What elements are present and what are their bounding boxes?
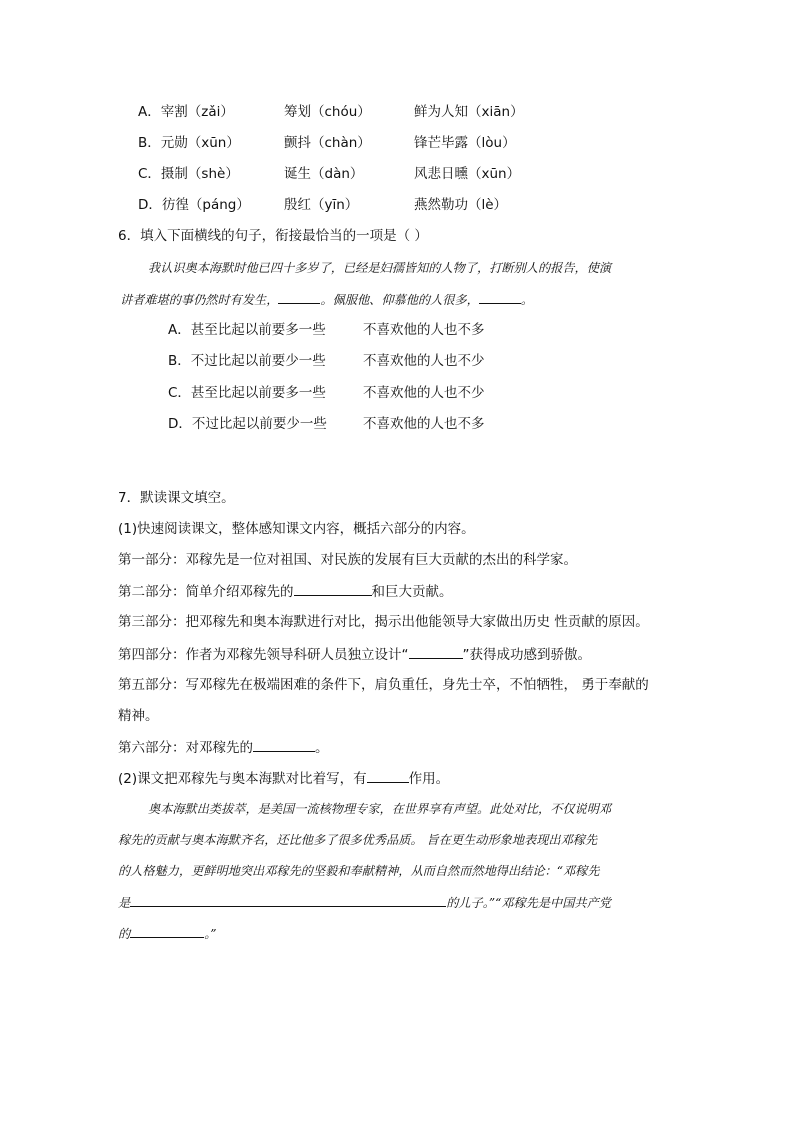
q6-choice-b-part2: 不喜欢他的人也不少 [363, 353, 485, 369]
q7-part6-text-a: 第六部分：对邓稼先的 [118, 740, 253, 756]
q7-sub1: (1)快速阅读课文，整体感知课文内容，概括六部分的内容。 [118, 521, 475, 537]
q5-option-a-col1: A．宰割（zǎi） [138, 104, 234, 120]
q6-choice-a-part1: A．甚至比起以前要多一些 [168, 322, 326, 338]
q6-choice-c-part2: 不喜欢他的人也不少 [363, 385, 485, 401]
q6-blank-2 [479, 289, 521, 304]
q6-choice-a-part2: 不喜欢他的人也不多 [363, 322, 485, 338]
q5-option-c-col1: C．摄制（shè） [138, 166, 239, 182]
q6-choice-d-part1: D．不过比起以前要少一些 [168, 416, 327, 432]
q7-part4 [118, 644, 591, 665]
q7-answer-line1: 奥本海默出类拔萃，是美国一流核物理专家，在世界享有声望。此处对比，不仅说明邓 [148, 802, 612, 816]
q6-choice-d-part2: 不喜欢他的人也不多 [363, 416, 485, 432]
q6-stem: 6．填入下面横线的句子，衔接最恰当的一项是（ ） [118, 228, 428, 244]
q6-passage-text-c: 。 [520, 293, 534, 307]
q7-part5-cont: 精神。 [118, 708, 159, 724]
q7-part1: 第一部分：邓稼先是一位对祖国、对民族的发展有巨大贡献的杰出的科学家。 [118, 552, 577, 568]
q6-choice-b [168, 351, 485, 371]
q7-part4-text-b: ”获得成功感到骄傲。 [462, 647, 591, 663]
q6-choice-b-part1: B．不过比起以前要少一些 [168, 353, 326, 369]
q5-option-a-col2: 筹划（chóu） [284, 104, 371, 120]
q5-option-b-col2: 颤抖（chàn） [284, 135, 371, 151]
q6-choice-d [168, 414, 485, 434]
q7-answer-blank-1 [130, 892, 446, 907]
q7-part4-text-a: 第四部分：作者为邓稼先领导科研人员独立设计“ [118, 647, 409, 663]
q6-choice-c [168, 383, 485, 403]
q6-choice-a [168, 320, 485, 340]
q5-option-d-col1: D．彷徨（páng） [138, 197, 250, 213]
q7-sub2-blank [367, 768, 409, 783]
q7-sub2-text-a: (2)课文把邓稼先与奥本海默对比着写，有 [118, 771, 367, 787]
q7-part2 [118, 581, 453, 602]
q7-part3: 第三部分：把邓稼先和奥本海默进行对比，揭示出他能领导大家做出历史 性贡献的原因。 [118, 614, 649, 630]
q6-choice-c-part1: C．甚至比起以前要多一些 [168, 385, 326, 401]
q6-blank-1 [278, 289, 320, 304]
q5-option-d-col3: 燕然勒功（lè） [414, 197, 508, 213]
q6-passage-text-b: 。佩服他、仰慕他的人很多， [320, 293, 479, 307]
q7-answer-line5 [118, 923, 217, 944]
q6-passage-line2 [120, 289, 533, 310]
q7-sub2-text-b: 作用。 [408, 771, 450, 787]
q7-part2-text-b: 和巨大贡献。 [371, 584, 453, 600]
q7-answer-line5-text-a: 的 [118, 927, 131, 941]
q7-part6-blank [253, 737, 315, 752]
q7-answer-line5-text-b: 。” [204, 927, 217, 941]
q7-answer-line4-text-a: 是 [118, 896, 131, 910]
q7-part6-text-b: 。 [315, 740, 329, 756]
q7-sub2 [118, 768, 449, 789]
q7-part2-text-a: 第二部分：简单介绍邓稼先的 [118, 584, 294, 600]
q7-part6 [118, 737, 329, 758]
q7-part2-blank [294, 581, 372, 596]
q5-option-a-col3: 鲜为人知（xiān） [414, 104, 524, 120]
q6-passage-line1: 我认识奥本海默时他已四十多岁了，已经是妇孺皆知的人物了，打断别人的报告，使演 [148, 261, 612, 275]
q7-part4-blank [409, 644, 463, 659]
q5-option-c-col3: 风悲日曛（xūn） [414, 166, 521, 182]
q5-option-b-col1: B．元勋（xūn） [138, 135, 240, 151]
q6-passage-text-a: 讲者难堪的事仍然时有发生， [120, 293, 279, 307]
q7-part5: 第五部分：写邓稼先在极端困难的条件下，肩负重任，身先士卒，不怕牺牲， 勇于奉献的 [118, 677, 649, 693]
q7-title: 7．默读课文填空。 [118, 490, 235, 506]
q7-answer-line2: 稼先的贡献与奥本海默齐名，还比他多了很多优秀品质。 旨在更生动形象地表现出邓稼先 [118, 833, 598, 847]
q7-answer-line3: 的人格魅力，更鲜明地突出邓稼先的坚毅和奉献精神，从而自然而然地得出结论：“邓稼先 [118, 864, 600, 878]
q7-answer-line4-text-b: 的儿子。”“邓稼先是中国共产党 [446, 896, 611, 910]
q5-option-d-col2: 殷红（yīn） [284, 197, 359, 213]
q5-option-b-col3: 锋芒毕露（lòu） [414, 135, 516, 151]
q5-option-c-col2: 诞生（dàn） [284, 166, 364, 182]
q7-answer-line4 [118, 892, 611, 913]
q7-answer-blank-2 [130, 923, 204, 938]
